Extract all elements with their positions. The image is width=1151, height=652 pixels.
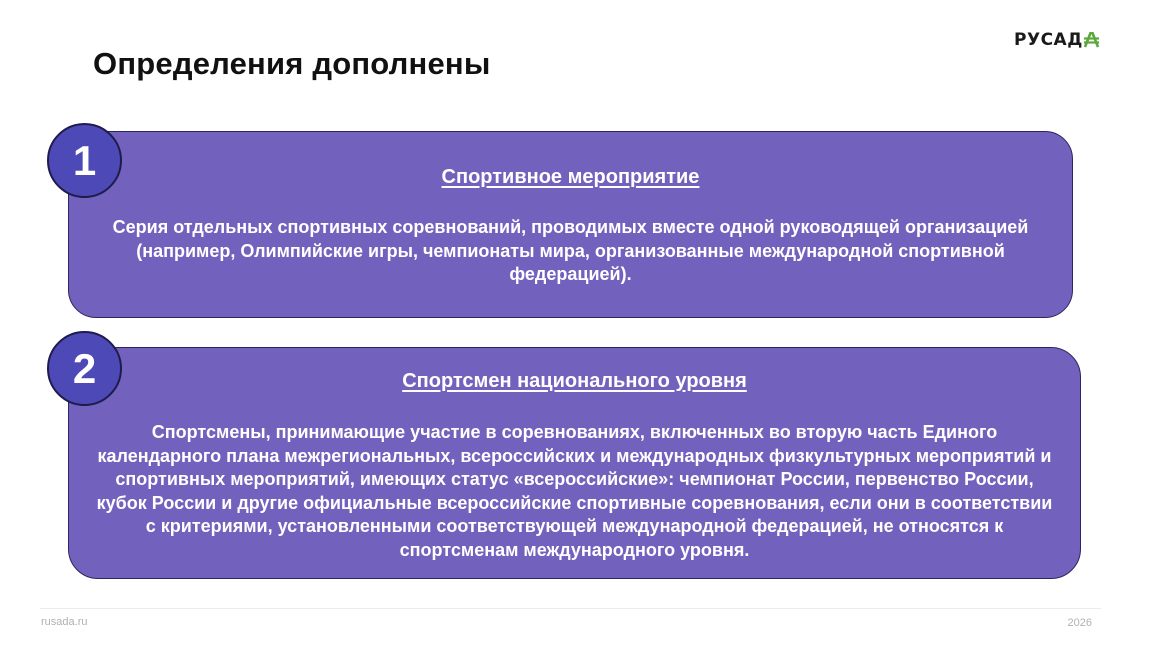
slide-title: Определения дополнены	[93, 46, 491, 81]
number-badge: 2	[47, 331, 122, 406]
card-text: Серия отдельных спортивных соревнований, проводимых вместе одной руководящей организацией (например, Олимпийские игры, чемпионаты мира, организованные международной спортивной федерацией).	[112, 217, 1029, 284]
card-heading: Спортсмен национального уровня	[402, 370, 747, 392]
footer-divider	[40, 608, 1101, 609]
rusada-logo	[1014, 29, 1099, 51]
definition-card-national-athlete	[68, 347, 1081, 579]
logo-mark-icon	[1084, 32, 1099, 48]
footer-website: rusada.ru	[41, 616, 88, 628]
card-text: Спортсмены, принимающие участие в соревнованиях, включенных во вторую часть Единого календарного плана межрегиональных, всероссийских и международных физкультурных мероприятий и спортивных мероприятий, имеющих статус «всероссийские»: чемпионат России, первенство России, кубок России и другие официальные всероссийские спортивные соревнования, если они в соответствии с критериями, установленными соответствующей международной федерацией, не относятся к спортсменам международного уровня.	[96, 422, 1053, 560]
logo-text: РУСАД	[1014, 30, 1083, 50]
footer-year: 2026	[1067, 617, 1092, 629]
card-heading: Спортивное мероприятие	[441, 166, 700, 188]
number-badge: 1	[47, 123, 122, 198]
definition-card-sport-event	[68, 131, 1073, 318]
